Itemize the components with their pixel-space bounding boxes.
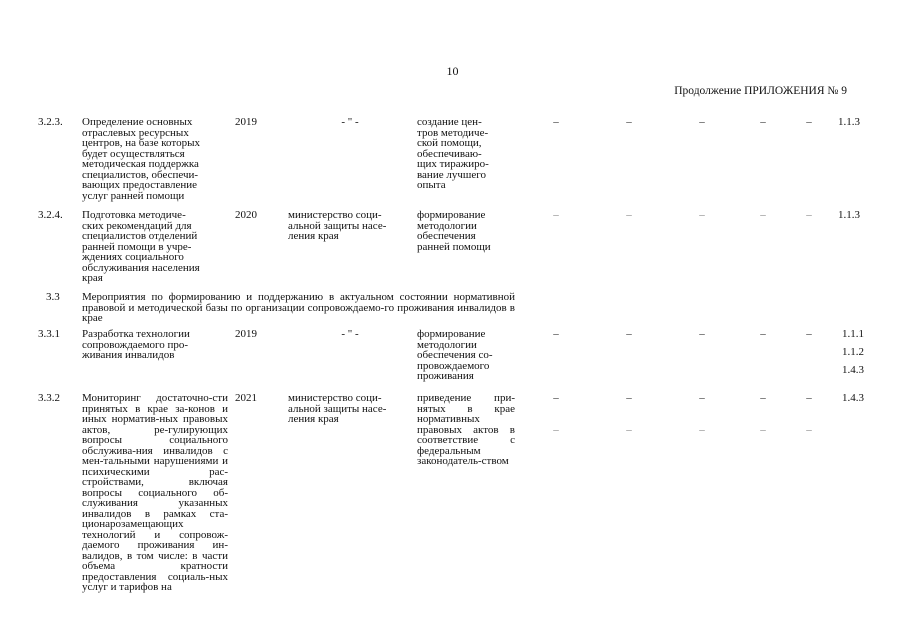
section-number: 3.3 (46, 291, 60, 303)
row-name: Подготовка методиче- ских рекомендаций для специалистов отделений ранней помощи в учре- ждениях социального обслуживания населения края (82, 209, 200, 284)
row-result: создание цен- тров методиче- ской помощи, обеспечиваю- щих тиражиро- вание лучшего опыта (417, 116, 489, 191)
dash-cell: – (699, 424, 705, 436)
row-year: 2019 (235, 116, 257, 128)
dash-cell: – (760, 328, 766, 340)
row-executor: - " - (341, 328, 359, 340)
dash-cell: – (806, 209, 812, 221)
row-name: Мониторинг достаточно-сти принятых в крае за-конов и иных норматив-ных правовых актов, ре-гулирующих вопросы социального обслужива-ния инвалидов с мен-тальными нарушениями и психическими рас-стройствами, включая вопросы социального об-служивания указанных инвалидов в рамках ста-ционарозамещающих технологий и сопровож-даемого проживания ин-валидов, в том числе: в части объема кратности предоставления социаль-ных услуг и тарифов на (82, 392, 228, 593)
row-name: Определение основных отраслевых ресурсных центров, на базе которых будет осуществляться методическая поддержка специалистов, обеспечи- вающих предоставление услуг ранней помощи (82, 116, 200, 202)
dash-cell: – (699, 116, 705, 128)
row-indicator: 1.1.1 (842, 328, 864, 340)
dash-cell: – (626, 209, 632, 221)
dash-cell: – (760, 116, 766, 128)
dash-cell: – (553, 328, 559, 340)
row-result: формирование методологии обеспечения со- провождаемого проживания (417, 328, 493, 382)
row-number: 3.2.4. (38, 209, 63, 221)
dash-cell: – (626, 424, 632, 436)
dash-cell: – (699, 328, 705, 340)
dash-cell: – (760, 424, 766, 436)
dash-cell: – (699, 209, 705, 221)
dash-cell: – (626, 392, 632, 404)
row-result: приведение при-нятых в крае нормативных правовых актов в соответствие с федеральным законодатель-ством (417, 392, 515, 467)
row-year: 2021 (235, 392, 257, 404)
row-result: формирование методологии обеспечения ранней помощи (417, 209, 491, 253)
row-indicator: 1.4.3 (842, 392, 864, 404)
section-title: Мероприятия по формированию и поддержанию в актуальном состоянии нормативной правовой и методической базы по организации сопровождаемо-го проживания инвалидов в крае (82, 291, 515, 324)
dash-cell: – (806, 116, 812, 128)
row-year: 2019 (235, 328, 257, 340)
row-indicator: 1.1.3 (838, 116, 860, 128)
dash-cell: – (553, 209, 559, 221)
dash-cell: – (760, 209, 766, 221)
dash-cell: – (626, 116, 632, 128)
row-indicator: 1.4.3 (842, 364, 864, 376)
dash-cell: – (806, 328, 812, 340)
row-executor: - " - (341, 116, 359, 128)
row-indicator: 1.1.2 (842, 346, 864, 358)
row-number: 3.3.2 (38, 392, 60, 404)
row-number: 3.2.3. (38, 116, 63, 128)
row-name: Разработка технологии сопровождаемого про- живания инвалидов (82, 328, 190, 361)
row-year: 2020 (235, 209, 257, 221)
dash-cell: – (806, 424, 812, 436)
row-executor: министерство соци- альной защиты насе- ления края (288, 209, 387, 242)
dash-cell: – (626, 328, 632, 340)
continuation-header: Продолжение ПРИЛОЖЕНИЯ № 9 (674, 85, 847, 97)
dash-cell: – (553, 392, 559, 404)
dash-cell: – (553, 424, 559, 436)
dash-cell: – (806, 392, 812, 404)
dash-cell: – (760, 392, 766, 404)
page-number: 10 (446, 64, 459, 78)
row-number: 3.3.1 (38, 328, 60, 340)
row-executor: министерство соци- альной защиты насе- ления края (288, 392, 387, 425)
dash-cell: – (553, 116, 559, 128)
row-indicator: 1.1.3 (838, 209, 860, 221)
dash-cell: – (699, 392, 705, 404)
